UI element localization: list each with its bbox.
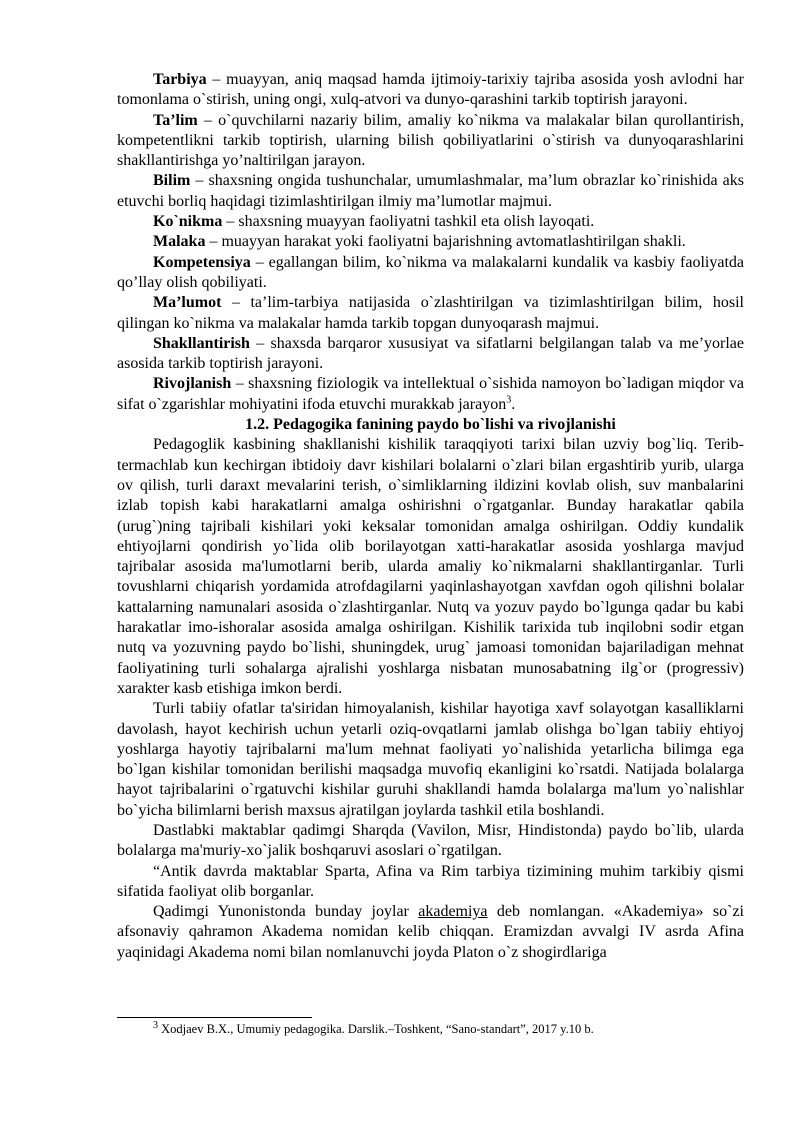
definition-paragraph — [117, 171, 744, 212]
footnote-number: 3 — [153, 1019, 158, 1031]
body-paragraph — [117, 902, 744, 963]
definition-text: – shaxsning fiziologik va intellektual o`sishida namoyon bo`ladigan miqdor va sifat o`zgarishlar mohiyatini ifoda etuvchi murakkab jarayon — [117, 375, 744, 413]
term: Rivojlanish — [153, 375, 232, 393]
term: Tarbiya — [153, 71, 207, 88]
term: Bilim — [153, 172, 191, 190]
definition-text: – ta’lim-tarbiya natijasida o`zlashtirilgan va tizimlashtirilgan bilim, hosil qilingan ko`nikma va malakalar hamda tarkib topgan dunyoqarash majmui. — [117, 294, 744, 332]
document-body — [117, 70, 744, 963]
paragraph-text: Qadimgi Yunonistonda bunday joylar — [153, 903, 419, 921]
definition-text: – shaxsning ongida tushunchalar, umumlashmalar, ma’lum obrazlar ko`rinishida aks etuvchi borliq haqidagi tizimlashtirilgan ilmiy ma’lumotlar majmui. — [117, 172, 744, 210]
definition-end: . — [511, 395, 516, 413]
definition-text: – shaxsda barqaror xususiyat va sifatlarni belgilangan talab va me’yorlae asosida tarkib toptirish jarayoni. — [117, 334, 744, 373]
definition-text: – egallangan bilim, ko`nikma va malakalarni kundalik va kasbiy faoliyatda qo’llay olish qobiliyati. — [117, 253, 744, 291]
definition-paragraph — [117, 293, 744, 334]
footnote-divider — [117, 1017, 312, 1018]
term: Malaka — [153, 233, 206, 251]
definition-paragraph — [117, 374, 744, 415]
term: Ma’lumot — [153, 294, 222, 312]
body-paragraph: Dastlabki maktablar qadimgi Sharqda (Vavilon, Misr, Hindistonda) paydo bo`lib, ularda bolalarga ma'muriy-xo`jalik boshqaruvi asoslari o`rgatilgan. — [117, 821, 744, 860]
section-heading: 1.2. Pedagogika fanining paydo bo`lishi va rivojlanishi — [245, 416, 616, 434]
footnote-reference[interactable]: 3 — [506, 394, 512, 406]
footnote-text: Xodjaev B.X., Umumiy pedagogika. Darslik.–Toshkent, “Sano-standart”, 2017 y.10 b. — [158, 1022, 594, 1036]
definition-text: – shaxsning muayyan faoliyatni tashkil eta olish layoqati. — [222, 213, 595, 231]
term: Ta’lim — [153, 111, 198, 129]
term: Kompetensiya — [153, 253, 251, 271]
definition-text: – o`quvchilarni nazariy bilim, amaliy ko`nikma va malakalar bilan qurollantirish, kompetentlikni tarkib toptirish, ularning bilish qobiliyatlarini o`stirish va dunyoqarashlarini shakllantirishga yo’naltirilgan jarayon. — [117, 111, 744, 170]
definition-paragraph — [117, 253, 744, 294]
akademiya-link[interactable]: akademiya — [418, 903, 488, 921]
definition-text: – muayyan harakat yoki faoliyatni bajarishning avtomatlashtirilgan shakli. — [205, 233, 686, 251]
body-paragraph: Turli tabiiy ofatlar ta'siridan himoyalanish, kishilar hayotiga xavf solayotgan kasalliklarni davolash, hayot kechirish uchun yetarli oziq-ovqatlarni jamlab olishga bo`lgan tabiiy ehtiyoj yoshlarga hayotiy tajribalarni ma'lum mehnat faoliyati yo`nalishida yetarlicha bilimga ega bo`lgan kishilar tomonidan berilishi maqsadga muvofiq ekanligini ko`rsatdi. Natijada bolalarga hayot tajribalarini o`rgatuvchi kishilar guruhi shakllandi hamda bolalarga ma'lum yo`nalishlar bo`yicha bilimlarni berish maxsus ajratilgan joylarda tashkil etila boshlandi. — [117, 700, 744, 819]
footnote — [153, 1021, 743, 1037]
body-paragraph: Pedagoglik kasbining shakllanishi kishilik taraqqiyoti tarixi bilan uzviy bog`liq. Terib-termachlab kun kechirgan ibtidoiy davr kishilari bolalarni o`zlari bilan ergashtirib yurib, ularga ov qilish, turli daraxt mevalarini terish, o`simliklarning ildizini kovlab olish, suv manbalarini izlab topish kabi harakatlarni amalga oshirishni o`rgatganlar. Bunday harakatlar qabila (urug`)ning tajribali kishilari yoki keksalar tomonidan amalga oshirilgan. Oddiy kundalik ehtiyojlarni qondirish yo`lida olib borilayotgan xatti-harakatlar asosida yoshlarga mavjud tajribalar asosida ma'lumotlarni berib, ularda amaliy ko`nikmalarni shakllantirganlar. Turli tovushlarni chiqarish yordamida atrofdagilarni yaqinlashayotgan xavfdan ogoh qilishni bolalar kattalarning namunalari asosida o`zlashtirganlar. Nutq va yozuv paydo bo`lgunga qadar bu kabi harakatlar imo-ishoralar asosida amalga oshirilgan. Kishilik tarixida tub inqilobni sodir etgan nutq va yozuvning paydo bo`lishi, shuningdek, urug` jamoasi tomonidan bajariladigan mehnat faoliyatining turli sohalarga ajralishi yoshlarga nisbatan munosabatning ilg`or (progressiv) xarakter kasb etishiga imkon berdi. — [117, 436, 744, 697]
term: Shakllantirish — [153, 334, 250, 352]
term: Ko`nikma — [153, 213, 223, 231]
body-paragraph: “Antik davrda maktablar Sparta, Afina va Rim tarbiya tizimining muhim tarkibiy qismi sifatida faoliyat olib borganlar. — [117, 862, 744, 900]
definition-paragraph — [117, 334, 744, 375]
definition-paragraph — [117, 232, 744, 252]
definition-text: – muayyan, aniq maqsad hamda ijtimoiy-tarixiy tajriba asosida yosh avlodni har tomonlama o`stirish, uning ongi, xulq-atvori va dunyo-qarashini tarkib toptirish jarayoni. — [117, 71, 744, 109]
paragraph-text: deb nomlangan. «Akademiya» so`zi afsonaviy qahramon Akadema nomidan kelib chiqqan. Eramizdan avvalgi IV asrda Afina yaqinidagi Akadema nomi bilan nomlanuvchi joyda Platon o`z shogirdlariga — [117, 903, 744, 961]
definition-paragraph — [117, 111, 744, 172]
definition-paragraph — [117, 70, 744, 111]
definition-paragraph — [117, 212, 744, 232]
